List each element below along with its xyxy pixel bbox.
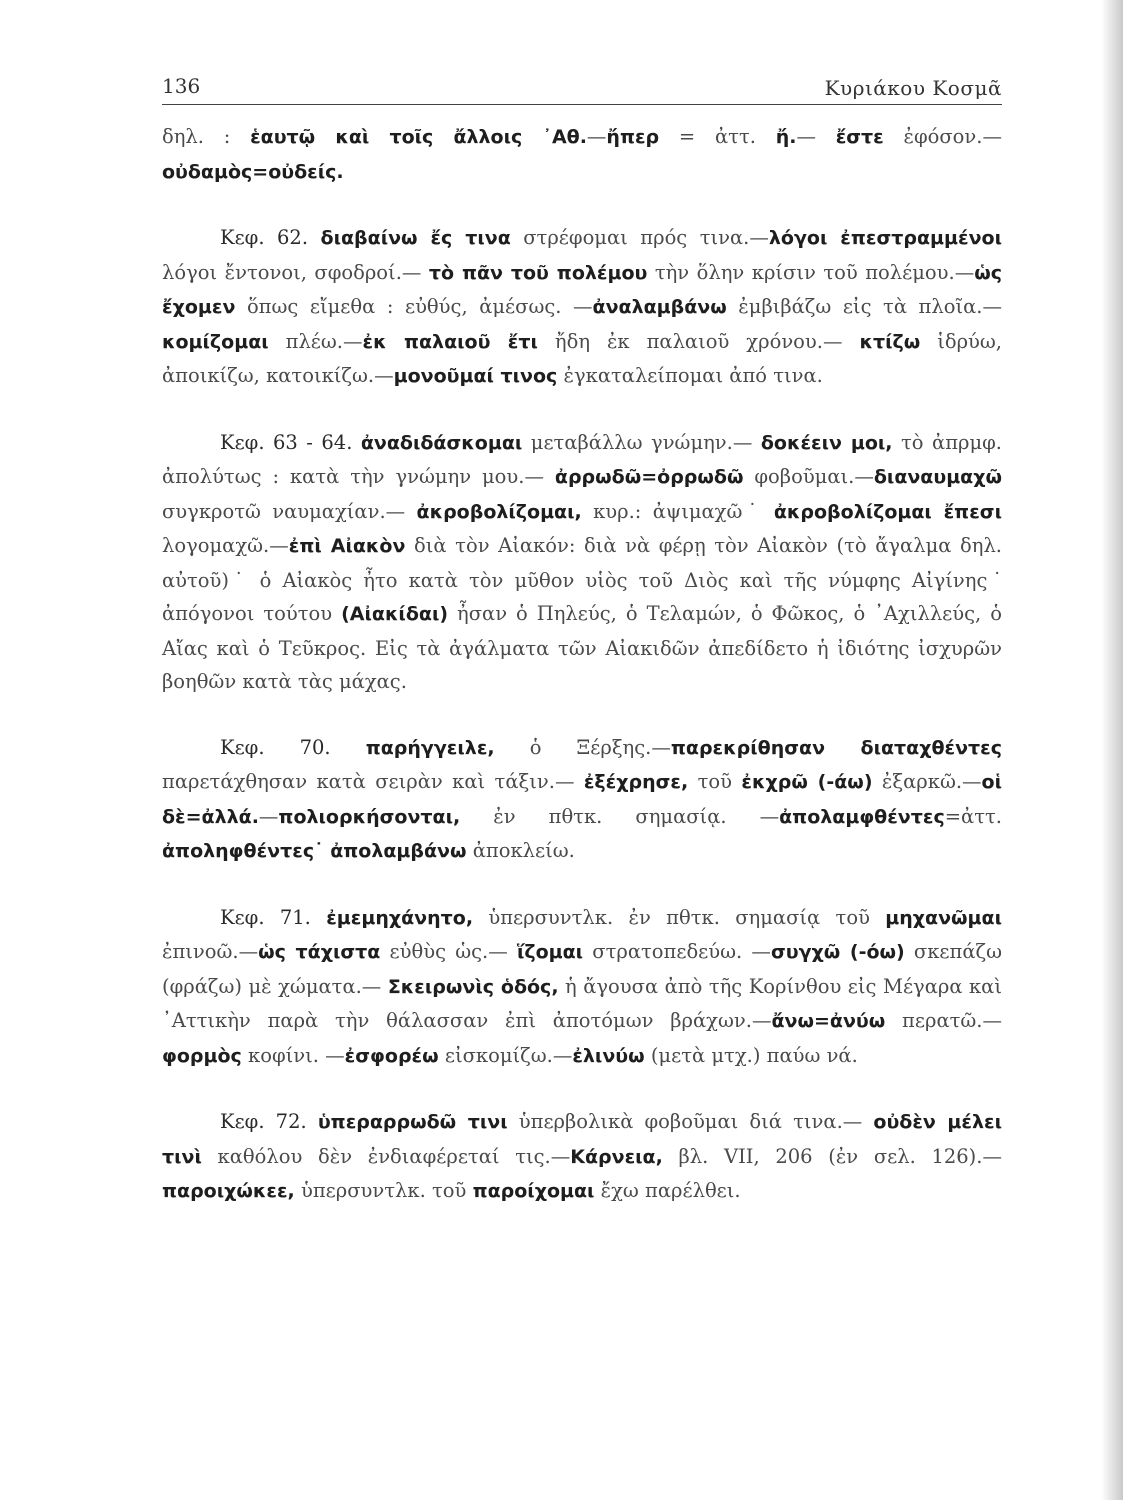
gloss-text: στρατοπεδεύω. —: [583, 940, 771, 963]
gloss-text: λογομαχῶ.—: [162, 534, 289, 557]
gloss-text: ὑπερσυντλκ. ἐν πθτκ. σημασίᾳ τοῦ: [473, 905, 886, 929]
gloss-text: τοῦ: [688, 770, 742, 793]
gloss-text: ἐφόσον.—: [883, 125, 1002, 148]
gloss-text: ὅπως εἴμεθα : εὐθύς, ἀμέσως. —: [235, 295, 593, 318]
gloss-text: —: [586, 125, 607, 148]
gloss-text: ἐγκαταλείπομαι ἀπό τινα.: [557, 364, 823, 387]
lemma-term: ἐλινύω: [572, 1044, 645, 1067]
lemma-term: κτίζω: [859, 330, 921, 353]
lemma-term: ἐκ παλαιοῦ ἔτι: [362, 330, 538, 353]
lemma-term: ἐκχρῶ (-άω): [741, 771, 873, 793]
lemma-term: πολιορκήσονται,: [278, 805, 461, 828]
chapter-reference: Κεφ. 70.: [220, 735, 366, 759]
lemma-term: ἀποληφθέντες˙ ἀπολαμβάνω: [162, 840, 467, 862]
gloss-text: ἐξαρκῶ.—: [872, 770, 982, 793]
lemma-term: ἀκροβολίζομαι,: [416, 500, 582, 523]
paragraph: [162, 901, 1002, 1074]
lemma-term: ἀναδιδάσκομαι: [360, 431, 523, 454]
lemma-term: λόγοι ἐπεστραμμένοι: [768, 227, 1002, 249]
gloss-text: ἔχω παρέλθει.: [594, 1179, 741, 1202]
chapter-reference: Κεφ. 71.: [220, 905, 327, 929]
page-number: 136: [162, 74, 201, 98]
gloss-text: ὑπερσυντλκ. τοῦ: [294, 1179, 473, 1202]
commentary-body: [162, 120, 1002, 1241]
gloss-text: συγκροτῶ ναυμαχίαν.—: [162, 499, 417, 523]
gloss-text: λόγοι ἔντονοι, σφοδροί.—: [162, 260, 429, 284]
lemma-term: ἔστε: [835, 126, 884, 148]
lemma-term: ὑπεραρρωδῶ τινι: [317, 1111, 508, 1133]
lemma-term: παρήγγειλε,: [365, 736, 495, 759]
gloss-text: σκεπάζω (φράζω) μὲ χώματα.—: [162, 940, 1002, 998]
lemma-term: συγχῶ (-όω): [770, 941, 905, 963]
chapter-reference: Κεφ. 72.: [220, 1110, 318, 1133]
paragraph: [162, 731, 1002, 869]
chapter-reference: Κεφ. 63 - 64.: [220, 430, 361, 454]
lemma-term: μηχανῶμαι: [885, 906, 1002, 929]
lemma-term: ἀπολαμφθέντες: [779, 805, 945, 828]
lemma-term: ἀναλαμβάνω: [592, 296, 727, 318]
paragraph: [162, 1105, 1002, 1209]
gloss-text: ἐπινοῶ.—: [162, 940, 259, 963]
gloss-text: μεταβάλλω γνώμην.—: [522, 430, 761, 454]
gloss-text: ἤδη ἐκ παλαιοῦ χρόνου.—: [537, 329, 860, 353]
gloss-text: φοβοῦμαι.—: [743, 465, 874, 488]
lemma-term: παρεκρίθησαν διαταχθέντες: [670, 736, 1002, 759]
gloss-text: πλέω.—: [268, 329, 363, 353]
lemma-term: ἐπὶ Αἰακὸν: [288, 535, 406, 557]
gloss-text: ἐν πθτκ. σημασίᾳ. —: [460, 804, 780, 828]
lemma-term: Σκειρωνὶς ὁδός,: [387, 975, 559, 998]
gloss-text: κυρ.: ἀψιμαχῶ˙: [581, 499, 774, 523]
lemma-term: ἐσφορέω: [344, 1044, 439, 1067]
running-head: Κυριάκου Κοσμᾶ: [824, 76, 1002, 100]
lemma-term: δοκέειν μοι,: [760, 431, 893, 454]
lemma-term: ἑαυτῷ καὶ τοῖς ἄλλοις ᾿Αθ.: [250, 126, 587, 148]
page-header: [162, 74, 1002, 105]
lemma-term: ὡς τάχιστα: [258, 941, 381, 963]
lemma-term: παροίχομαι: [472, 1180, 595, 1202]
gloss-text: —: [796, 125, 836, 148]
gloss-text: διὰ τὸν Αἰακόν: διὰ νὰ φέρῃ τὸν Αἰακὸν (τὸ ἄγαλμα δηλ. αὐτοῦ)˙ ὁ Αἰακὸς ἦτο κατὰ τὸν μῦθον υἱὸς τοῦ Διὸς καὶ τῆς νύμφης Αἰγίνης˙ ἀπόγονοι τούτου: [162, 534, 1003, 625]
gloss-text: παρετάχθησαν κατὰ σειρὰν καὶ τάξιν.—: [162, 770, 584, 793]
paragraph: [162, 120, 1002, 189]
gloss-text: (μετὰ μτχ.) παύω νά.: [644, 1043, 858, 1067]
lemma-term: οὐδὲν μέλει τινὶ: [162, 1111, 1002, 1168]
lemma-term: ἀκροβολίζομαι ἔπεσι: [773, 500, 1002, 523]
lemma-term: (Αἰακίδαι): [341, 603, 449, 625]
gloss-text: καθόλου δὲν ἐνδιαφέρεταί τις.—: [201, 1144, 571, 1168]
gloss-text: ὁ Ξέρξης.—: [494, 735, 671, 759]
lemma-term: ἵζομαι: [516, 941, 584, 963]
gloss-text: βλ. VII, 206 (ἐν σελ. 126).—: [662, 1144, 1002, 1168]
lemma-term: φορμὸς: [162, 1044, 242, 1067]
lemma-term: μονοῦμαί τινος: [393, 365, 558, 387]
lemma-term: οἱ δὲ=ἀλλά.: [162, 771, 1003, 828]
gloss-text: κοφίνι. —: [241, 1043, 345, 1067]
gloss-text: δηλ. :: [162, 125, 251, 148]
gloss-text: ἡ ἄγουσα ἀπὸ τῆς Κορίνθου εἰς Μέγαρα καὶ ᾿Αττικὴν παρὰ τὴν θάλασσαν ἐπὶ ἀποτόμων βράχων.—: [162, 974, 1002, 1032]
lemma-term: διαναυμαχῶ: [873, 466, 1002, 488]
gloss-text: τὸ ἀπρμφ. ἀπολύτως : κατὰ τὴν γνώμην μου.—: [162, 430, 1003, 488]
lemma-term: ἐμεμηχάνητο,: [326, 906, 474, 929]
gloss-text: ἀποκλείω.: [466, 839, 575, 862]
gloss-text: = ἀττ.: [659, 125, 776, 148]
paragraph: [162, 221, 1002, 394]
lemma-term: ἀρρωδῶ=ὀρρωδῶ: [554, 466, 744, 488]
lemma-term: κομίζομαι: [162, 330, 269, 353]
lemma-term: ἤ.: [775, 126, 797, 148]
chapter-reference: Κεφ. 62.: [220, 226, 321, 249]
gloss-text: στρέφομαι πρός τινα.—: [510, 226, 769, 249]
gloss-text: ἦσαν ὁ Πηλεύς, ὁ Τελαμών, ὁ Φῶκος, ὁ ᾿Αχιλλεύς, ὁ Αἴας καὶ ὁ Τεῦκρος. Εἰς τὰ ἀγάλματα τῶν Αἰακιδῶν ἀπεδίδετο ἡ ἰδιότης ἰσχυρῶν βοηθῶν κατὰ τὰς μάχας.: [162, 602, 1002, 693]
gloss-text: τὴν ὅλην κρίσιν τοῦ πολέμου.—: [647, 260, 975, 284]
gloss-text: =ἀττ.: [944, 804, 1002, 828]
lemma-term: διαβαίνω ἔς τινα: [320, 227, 511, 249]
lemma-term: ὡς ἔχομεν: [162, 261, 1002, 318]
gloss-text: εὐθὺς ὡς.—: [380, 940, 517, 963]
lemma-term: παροιχώκεε,: [162, 1180, 295, 1202]
lemma-term: Κάρνεια,: [570, 1145, 663, 1168]
lemma-term: τὸ πᾶν τοῦ πολέμου: [428, 261, 648, 284]
gloss-text: —: [258, 804, 279, 828]
gloss-text: ὑπερβολικὰ φοβοῦμαι διά τινα.—: [507, 1110, 874, 1133]
lemma-term: ἐξέχρησε,: [583, 771, 689, 793]
gloss-text: περατῶ.—: [885, 1009, 1002, 1032]
gloss-text: ἱδρύω, ἀποικίζω, κατοικίζω.—: [162, 329, 1003, 387]
lemma-term: οὐδαμὸς=οὐδείς.: [162, 160, 344, 183]
paragraph: [162, 426, 1002, 699]
gloss-text: εἰσκομίζω.—: [438, 1043, 573, 1067]
gloss-text: ἐμβιβάζω εἰς τὰ πλοῖα.—: [726, 295, 1002, 318]
lemma-term: ἤπερ: [606, 126, 660, 148]
lemma-term: ἄνω=ἀνύω: [771, 1010, 886, 1032]
